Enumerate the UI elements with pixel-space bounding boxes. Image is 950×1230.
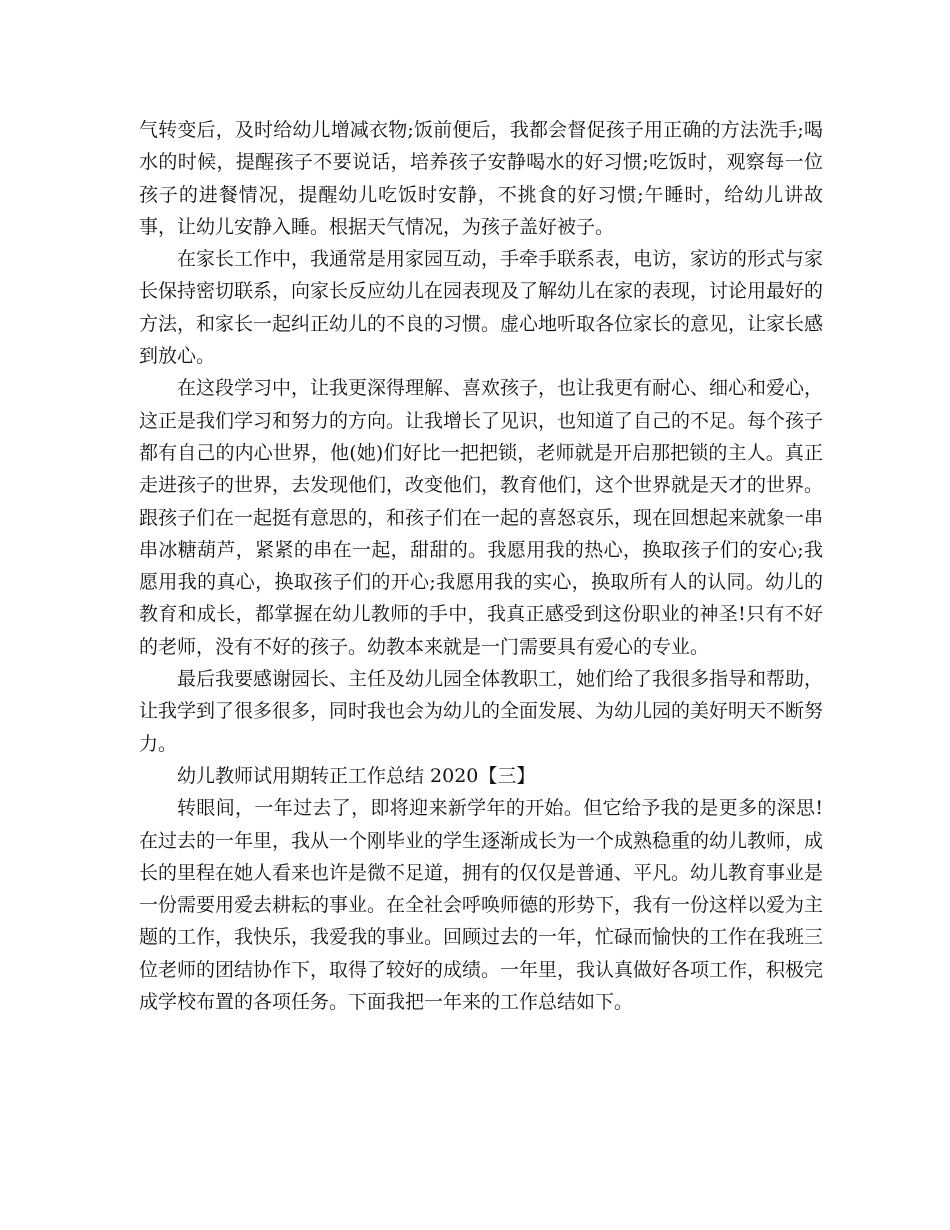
paragraph-acknowledgements: 最后我要感谢园长、主任及幼儿园全体教职工，她们给了我很多指导和帮助，让我学到了很多很多，同时我也会为幼儿的全面发展、为幼儿园的美好明天不断努力。 [139,668,824,755]
paragraph-year-review: 转眼间，一年过去了，即将迎来新学年的开始。但它给予我的是更多的深思!在过去的一年里，我从一个刚毕业的学生逐渐成长为一个成熟稳重的幼儿教师，成长的里程在她人看来也许是微不足道，拥有的仅仅是普通、平凡。幼儿教育事业是一份需要用爱去耕耘的事业。在全社会呼唤师德的形势下，我有一份这样以爱为主题的工作，我快乐，我爱我的事业。回顾过去的一年，忙碌而愉快的工作在我班三位老师的团结协作下，取得了较好的成绩。一年里，我认真做好各项工作，积极完成学校布置的各项任务。下面我把一年来的工作总结如下。 [139,797,824,1014]
document-body [139,114,823,1018]
section-heading: 幼儿教师试用期转正工作总结 2020【三】 [177,764,536,787]
paragraph-parent-work: 在家长工作中，我通常是用家园互动，手牵手联系表，电访，家访的形式与家长保持密切联系，向家长反应幼儿在园表现及了解幼儿在家的表现，讨论用最好的方法，和家长一起纠正幼儿的不良的习惯。虚心地听取各位家长的意见，让家长感到放心。 [139,248,824,368]
paragraph-learning-reflection: 在这段学习中，让我更深得理解、喜欢孩子，也让我更有耐心、细心和爱心，这正是我们学习和努力的方向。让我增长了见识，也知道了自己的不足。每个孩子都有自己的内心世界，他(她)们好比一把把锁，老师就是开启那把锁的主人。真正走进孩子的世界，去发现他们，改变他们，教育他们，这个世界就是天才的世界。跟孩子们在一起挺有意思的，和孩子们在一起的喜怒哀乐，现在回想起来就象一串串冰糖葫芦，紧紧的串在一起，甜甜的。我愿用我的热心，换取孩子们的安心;我愿用我的真心，换取孩子们的开心;我愿用我的实心，换取所有人的认同。幼儿的教育和成长，都掌握在幼儿教师的手中，我真正感受到这份职业的神圣!只有不好的老师，没有不好的孩子。幼教本来就是一门需要具有爱心的专业。 [139,377,824,658]
paragraph-daily-care: 气转变后，及时给幼儿增减衣物;饭前便后，我都会督促孩子用正确的方法洗手;喝水的时候，提醒孩子不要说话，培养孩子安静喝水的好习惯;吃饭时，观察每一位孩子的进餐情况，提醒幼儿吃饭时安静，不挑食的好习惯;午睡时，给幼儿讲故事，让幼儿安静入睡。根据天气情况，为孩子盖好被子。 [139,119,823,238]
